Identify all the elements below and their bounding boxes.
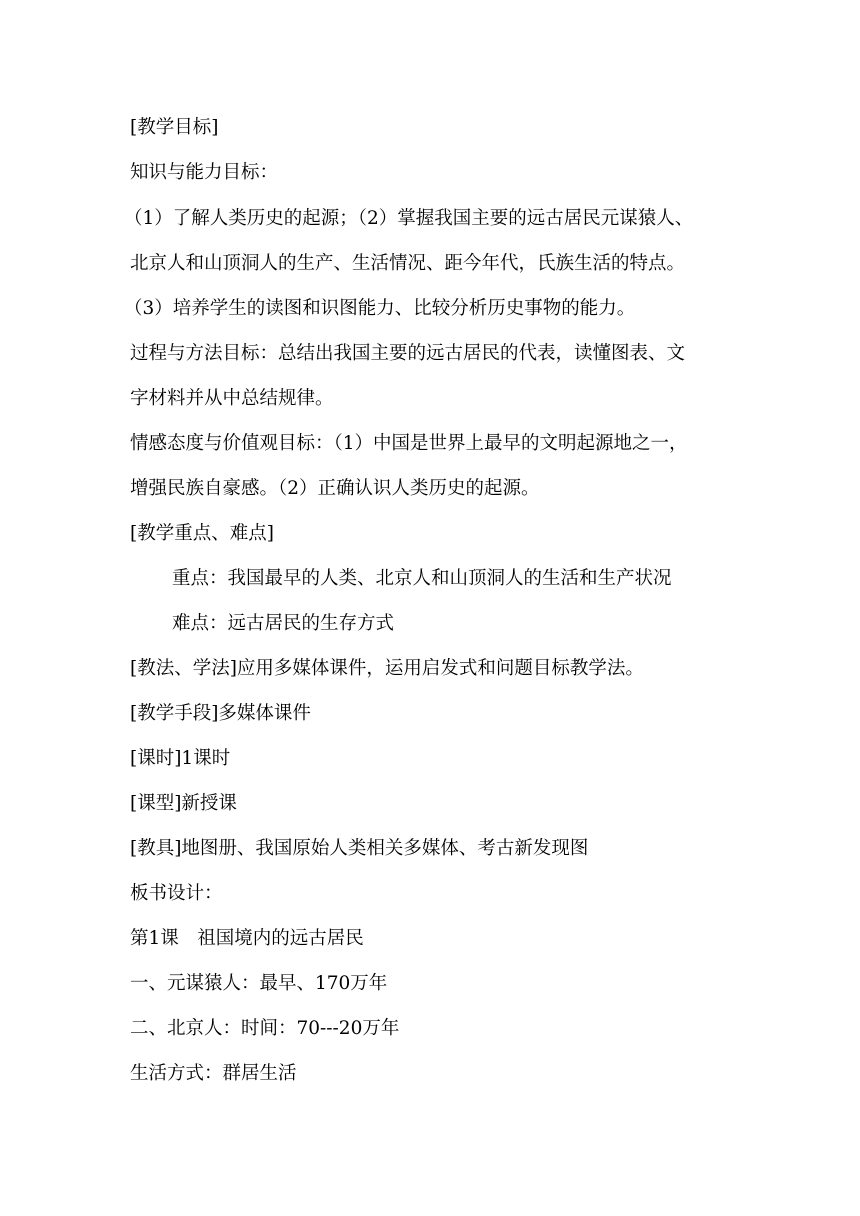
outline-item: 生活方式：群居生活 [130,1063,297,1084]
process-method-goal: 过程与方法目标：总结出我国主要的远古居民的代表，读懂图表、文 [130,343,686,364]
paragraph-line: （3）培养学生的读图和识图能力、比较分析历史事物的能力。 [124,298,636,319]
outline-item: 二、北京人：时间：70---20万年 [130,1018,400,1039]
difficult-point: 难点：远古居民的生存方式 [172,613,395,634]
teaching-aids: [教具]地图册、我国原始人类相关多媒体、考古新发现图 [130,838,589,859]
paragraph-line: 字材料并从中总结规律。 [130,388,334,409]
teaching-means: [教学手段]多媒体课件 [130,703,311,724]
teaching-method: [教法、学法]应用多媒体课件，运用启发式和问题目标教学法。 [130,658,644,679]
emotion-value-goal: 情感态度与价值观目标：（1）中国是世界上最早的文明起源地之一， [130,433,688,454]
paragraph-line: 北京人和山顶洞人的生产、生活情况、距今年代，氏族生活的特点。 [130,253,686,274]
key-point: 重点：我国最早的人类、北京人和山顶洞人的生活和生产状况 [172,568,672,589]
knowledge-ability-goal-label: 知识与能力目标： [130,162,279,183]
lesson-title: 第1课 祖国境内的远古居民 [130,928,364,949]
paragraph-line: 增强民族自豪感。（2）正确认识人类历史的起源。 [130,478,540,499]
paragraph-line: （1）了解人类历史的起源；（2）掌握我国主要的远古居民元谋猿人、 [124,208,694,229]
heading-teaching-goals: [教学目标] [130,117,219,138]
lesson-type: [课型]新授课 [130,793,237,814]
blackboard-design-label: 板书设计： [130,883,223,904]
class-hours: [课时]1课时 [130,748,231,769]
outline-item: 一、元谋猿人：最早、170万年 [130,973,388,994]
heading-key-difficult-points: [教学重点、难点] [130,523,274,544]
